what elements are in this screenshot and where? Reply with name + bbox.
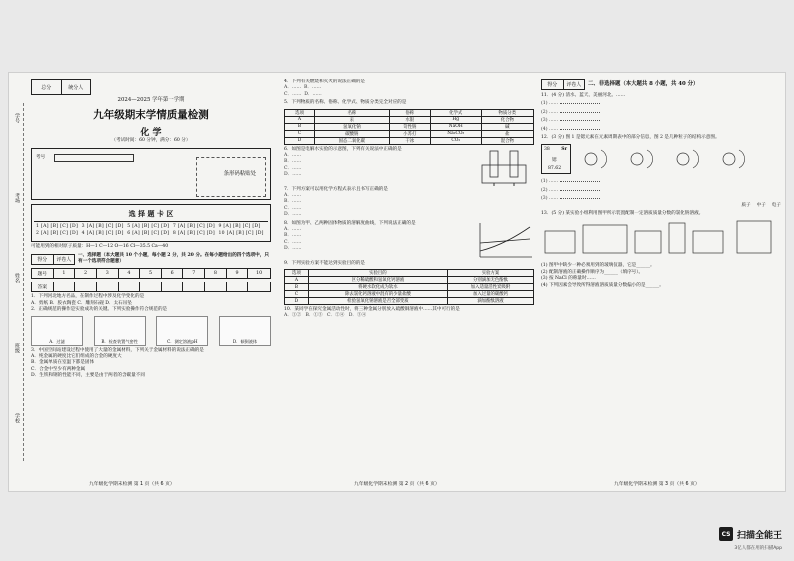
- total-score-box: 总分 统分人: [31, 79, 91, 95]
- particle-legend: 质子 中子 电子: [741, 202, 781, 208]
- question-12: 12．(3 分) 图 1 是锶元素在元素周期表中的部分信息，图 2 是几种粒子的结构示意图。: [541, 135, 720, 141]
- atomic-masses: 可能用到的相对原子质量：H—1 C—12 O—16 Cl—35.5 Ca—40: [31, 244, 169, 250]
- barcode-area: [196, 157, 266, 197]
- side-label-name: 姓名: [14, 273, 20, 283]
- section2-score-box: 得分 评卷人: [541, 79, 585, 90]
- page-3: 得分 评卷人 二、非选择题（本大题共 8 小题，共 40 分） 11．(4 分) 清水、蓝天、美丽河北。…… (1) …… (2) …… (3) …… (4) …… 12．(3 分) 图 1 是锶元素在元素周期表中的部分信息，图 2 是几种粒子的结构示意图。 38 Sr 锶 87.62 (1) …… (2) …… (3) …… 质子 中子 电子 13．(5 分) 某实验小组利用图甲所示装置配制一定溶质质量分数的氯化钠溶液。 (1) 图甲中缺少一种必须用到的玻璃仪器，它是______。 (2) 配制溶液的正确操作顺序为______（填序号）。 (3) 按 NaCl 的称量时…… (4) 下列因素会导致所得溶液溶质质量分数偏小的是______。: [541, 81, 781, 288]
- table-row: C 碳酸钠 小苏打 Na₂CO₃ 盐: [285, 130, 534, 137]
- table-row: B 氢氧化钠 苛性钠 NaOH 碱: [285, 123, 534, 130]
- solubility-curve-figure: [474, 221, 534, 261]
- question-13-part-2: (2) 配制溶液的正确操作顺序为______（填序号）。: [541, 269, 644, 275]
- question-3-option-c: C．合金中至少有两种金属: [31, 366, 86, 372]
- answer-grid-numbers: 题号 1 2 3 4 5 6 7 8 9 10: [31, 268, 271, 279]
- side-label-class: 班级: [14, 343, 20, 353]
- time-note: （考试时间：60 分钟，满分：60 分）: [111, 138, 191, 143]
- table-row: D 固态二氧化碳 干冰 CO₂ 混合物: [285, 137, 534, 144]
- question-7: 7．下列方案可以用化学方程式表示且书写正确的是: [284, 186, 388, 192]
- figure-pour-liquid: D．倾倒液体: [219, 316, 271, 346]
- question-10: 10．某同学在探究金属活动性时，将三种金属分别放入硫酸铜溶液中……其中可行的是: [284, 307, 460, 313]
- exam-sheet: [8, 72, 786, 492]
- section2-heading: 二、非选择题（本大题共 8 小题，共 40 分）: [588, 81, 699, 87]
- question-11: 11．(4 分) 清水、蓝天、美丽河北。……: [541, 93, 626, 98]
- question-3: 3．中国空间站建设过程中使用了大量的金属材料，下列关于金属材料的说法正确的是: [31, 347, 204, 353]
- table-row: C 除去氯化钙溶液中混有的少量盐酸 加入过量的碳酸钙: [285, 291, 534, 298]
- figure-airtightness: B．检查装置气密性: [94, 316, 146, 346]
- page-3-footer: 九年级化学期末检测 第 3 页（共 6 页）: [614, 482, 700, 487]
- question-1-options: A．剪纸 B．胶衣陶瓷 C．雕刻石砚 D．太石吊坠: [31, 300, 132, 306]
- side-label-room: 考场: [14, 193, 20, 203]
- table-row: A 区分稀硫酸和氢氧化钙溶液 分别滴加无色酚酞: [285, 277, 534, 284]
- particle-structure-diagrams: [577, 144, 767, 174]
- term-label: 2024—2025 学年第一学期: [117, 97, 185, 103]
- figure-ph-test: C．测定溶液pH: [156, 316, 208, 346]
- exam-no-field[interactable]: [54, 154, 134, 162]
- page-1: [31, 79, 271, 469]
- figure-filtration: A．过滤: [31, 316, 83, 346]
- question-13-part-3: (3) 按 NaCl 的称量时……: [541, 276, 596, 282]
- question-2-figures: [31, 316, 271, 346]
- question-3-option-a: A．纯金属的硬度比它们组成的合金的硬度大: [31, 354, 122, 360]
- periodic-element-cell: 38 Sr 锶 87.62: [541, 144, 571, 174]
- table-row: A 汞 水银 Hg 化合物: [285, 116, 534, 123]
- section1-heading: 一、选择题（本大题共 10 个小题，每小题 2 分，共 20 分。在每小题给出的四个选项中，只有一个选项符合题意）: [78, 252, 269, 265]
- question-8: 8．如图为甲、乙两种固体物质的溶解度曲线，下列说法正确的是: [284, 220, 416, 226]
- question-3-option-d: D．生铁和钢的性能不同，主要是由于两者的含碳量不同: [31, 373, 145, 379]
- question-1: 1．下列河北地方名品，在制作过程中涉及化学变化的是: [31, 294, 145, 300]
- question-3-option-b: B．金属单质在室温下都是固体: [31, 360, 95, 366]
- exam-no-label: 考号: [36, 155, 46, 161]
- exam-title: 九年级期末学情质量检测: [93, 109, 209, 121]
- question-13: 13．(5 分) 某实验小组利用图甲所示装置配制一定溶质质量分数的氯化钠溶液。: [541, 211, 704, 217]
- card-title: 选 择 题 卡 区: [34, 207, 268, 222]
- subject-title: 化 学: [140, 128, 162, 138]
- answer-grid-answers[interactable]: 答案: [31, 282, 271, 292]
- question-5: 5．下列物质的名称、俗称、化学式、物质分类完全对应的是: [284, 100, 407, 106]
- question-9: 9．下列实验方案不能达到实验目的的是: [284, 260, 366, 266]
- question-5-table: 选项 名称 俗称 化学式 物质分类 A 汞 水银 Hg 化合物 B 氢氧化钠 苛性钠 NaOH 碱 C 碳酸钠 小苏打 Na₂CO₃ 盐 D 固态二氧化碳 干冰 CO₂ 混合物: [284, 109, 534, 145]
- camscanner-icon: CS: [719, 527, 733, 541]
- question-2: 2．正确规范的操作是实验成功的关键。下列实验操作符合规范的是: [31, 307, 168, 313]
- table-row: D 检验氢氧化钠溶液是否全部变质 滴加酚酞溶液: [285, 298, 534, 305]
- question-13-part-4: (4) 下列因素会导致所得溶液溶质质量分数偏小的是______。: [541, 282, 664, 288]
- watermark-brand: 扫描全能王: [736, 530, 782, 541]
- side-label-student-no: 学号: [14, 113, 20, 123]
- barcode-label: 条形码粘贴处: [223, 171, 256, 178]
- page-2: 4．下列有关燃烧和灭火的说法正确的是 A．…… B．…… C．…… D．…… 5．下列物质的名称、俗称、化学式、物质分类完全对应的是 选项 名称 俗称 化学式 物质分类 A 汞 水银 Hg 化合物 B 氢氧化钠 苛性钠 NaOH 碱 C 碳酸钠 小苏打 Na₂CO₃ 盐 D 固态二氧化碳 干冰 CO₂ 混合物 6．如图是电解水实验的示意图，下列有关说法中正确的是 A．…… B．…… C．…… D．…… 7．下列方案可以用化学方程式表示且书写正确的是 A．…… B．…… C．…… D．…… 8．如图为甲、乙两种固体物质的溶解度曲线，下列说法正确的是 A．…… B．…… C．…… D．…… 9．下列实验方案不能达到实验目的的是 选项 实验目的 实验方案 A 区分稀硫酸和氢氧化钙溶液 分别滴加无色酚酞 B 将硬水软化成为软水 加入适量活性炭吸附 C 除去氯化钙溶液中混有的少量盐酸 加入过量的碳酸钙 D 检验氢氧化钠溶液是否全部变质 滴加酚酞溶液 10．某同学在探究金属活动性时，将三种金属分别放入硫酸铜溶液中……其中可行的是 A．①② B．①③ C．②④ D．③④: [284, 79, 534, 469]
- side-label-school: 学校: [14, 413, 20, 423]
- question-4: 4．下列有关燃烧和灭火的说法正确的是: [284, 79, 366, 84]
- scanner-watermark: [719, 527, 782, 541]
- page-2-footer: 九年级化学期末检测 第 2 页（共 6 页）: [354, 482, 440, 487]
- question-6: 6．如图是电解水实验的示意图，下列有关说法中正确的是: [284, 146, 402, 152]
- electrolysis-figure: [474, 147, 534, 187]
- question-13-part-1: (1) 图甲中缺少一种必须用到的玻璃仪器，它是______。: [541, 263, 655, 269]
- answer-card: 选 择 题 卡 区 1 [A] [B] [C] [D] 3 [A] [B] [C] [D] 5 [A] [B] [C] [D] 7 [A] [B] [C] [D] 9 [A] [B] [C] [D] 2 [A] [B] [C] [D] 4 [A] [B] [C] [D] 6 [A] [B] [C] [D] 8 [A] [B] [C] [D] 10 [A] [B] [C] [D]: [31, 204, 271, 242]
- table-row: B 将硬水软化成为软水 加入适量活性炭吸附: [285, 284, 534, 291]
- solution-preparation-figure: [541, 217, 777, 259]
- question-9-table: 选项 实验目的 实验方案 A 区分稀硫酸和氢氧化钙溶液 分别滴加无色酚酞 B 将硬水软化成为软水 加入适量活性炭吸附 C 除去氯化钙溶液中混有的少量盐酸 加入过量的碳酸钙 D 检验氢氧化钠溶液是否全部变质 滴加酚酞溶液: [284, 269, 534, 305]
- page-1-footer: 九年级化学期末检测 第 1 页（共 6 页）: [89, 482, 175, 487]
- student-info-box: [31, 148, 271, 200]
- watermark-subtitle: 3亿人都在用的扫描App: [734, 546, 782, 551]
- binding-line: [23, 103, 24, 461]
- section1-score-box: 得分 评卷人: [31, 254, 75, 265]
